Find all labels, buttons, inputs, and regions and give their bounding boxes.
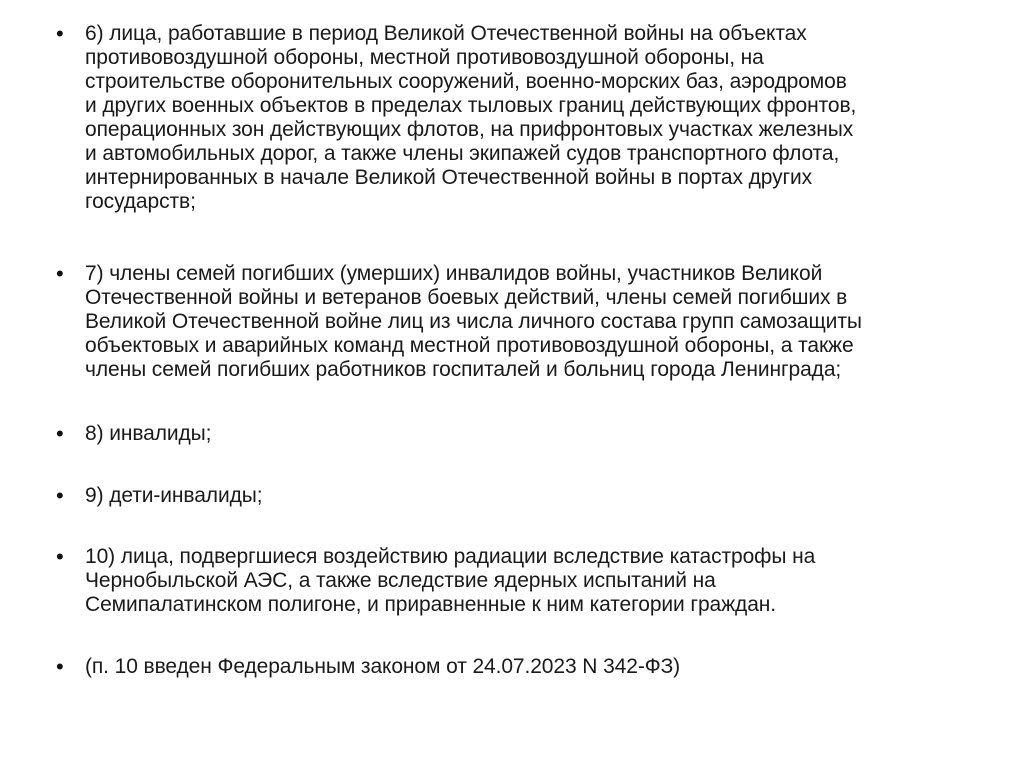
bullet-icon: •: [56, 421, 64, 446]
list-item-7: [56, 262, 976, 382]
bullet-icon: •: [56, 654, 64, 679]
list-item-9: [56, 484, 976, 508]
bullet-icon: •: [56, 483, 64, 508]
bullet-icon: •: [56, 21, 64, 46]
list-item-10: [56, 545, 976, 617]
list-item-6: [56, 22, 976, 214]
list-item-8: [56, 422, 976, 446]
list-item-text: 7) члены семей погибших (умерших) инвалидов войны, участников Великой Отечественной войны и ветеранов боевых действий, члены семей погибших в Великой Отечественной войне лиц из числа личного состава групп самозащиты объектовых и аварийных команд местной противовоздушной обороны, а также члены семей погибших работников госпиталей и больниц города Ленинграда;: [85, 262, 862, 381]
list-item-text: 6) лица, работавшие в период Великой Отечественной войны на объектах противовоздушной обороны, местной противовоздушной обороны, на строительстве оборонительных сооружений, военно-морских баз, аэродромов и других военных объектов в пределах тыловых границ действующих фронтов, операционных зон действующих флотов, на прифронтовых участках железных и автомобильных дорог, а также члены экипажей судов транспортного флота, интернированных в начале Великой Отечественной войны в портах других государств;: [85, 22, 857, 213]
list-item-note: [56, 655, 976, 679]
list-item-text: 9) дети-инвалиды;: [85, 484, 263, 507]
bullet-icon: •: [56, 261, 64, 286]
list-item-text: (п. 10 введен Федеральным законом от 24.07.2023 N 342-ФЗ): [85, 655, 681, 678]
list-item-text: 10) лица, подвергшиеся воздействию радиации вследствие катастрофы на Чернобыльской АЭС, а также вследствие ядерных испытаний на Семипалатинском полигоне, и приравненные к ним категории граждан.: [85, 545, 816, 616]
bullet-icon: •: [56, 544, 64, 569]
list-item-text: 8) инвалиды;: [85, 422, 212, 445]
